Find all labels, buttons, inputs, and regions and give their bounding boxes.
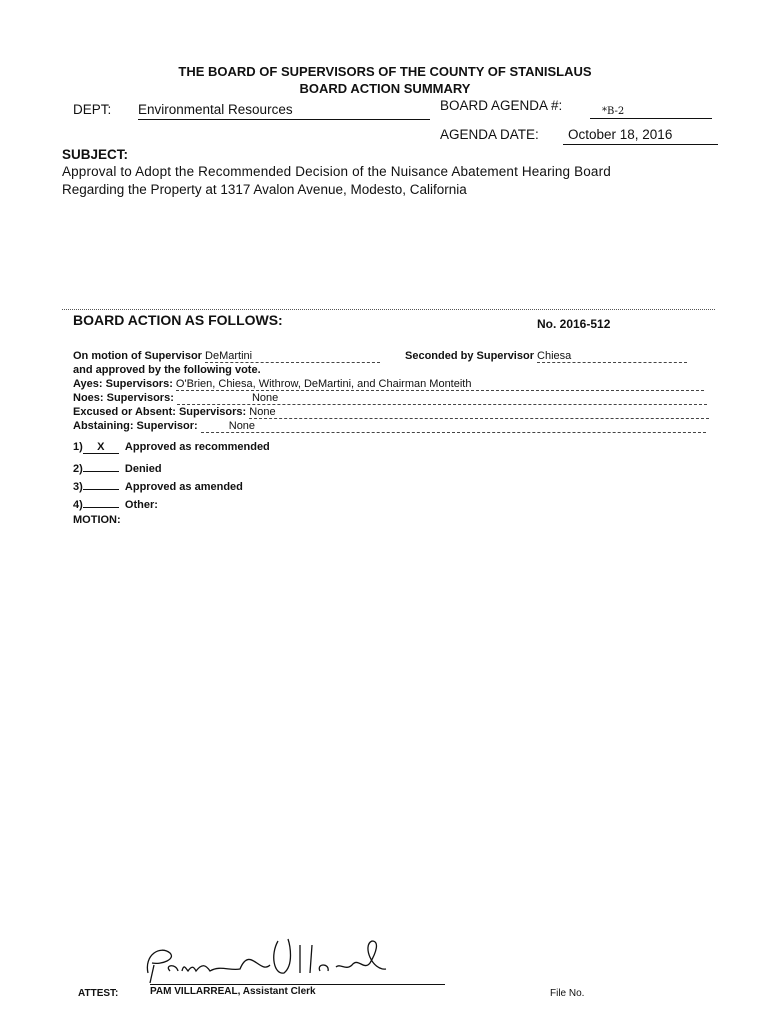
subject-line-1: Approval to Adopt the Recommended Decision of the Nuisance Abatement Hearing Board xyxy=(62,164,611,179)
option-3-mark xyxy=(83,477,119,490)
signature xyxy=(140,935,390,985)
subject-line-2: Regarding the Property at 1317 Avalon Avenue, Modesto, California xyxy=(62,182,467,197)
agenda-date-value: October 18, 2016 xyxy=(563,127,718,145)
dept-label: DEPT: xyxy=(73,102,112,117)
seconded-by: Chiesa xyxy=(537,350,687,363)
seconded-line xyxy=(405,350,687,363)
title-line-1: THE BOARD OF SUPERVISORS OF THE COUNTY OF STANISLAUS xyxy=(178,64,592,79)
agenda-date-label: AGENDA DATE: xyxy=(440,127,539,142)
ayes-value: O'Brien, Chiesa, Withrow, DeMartini, and Chairman Monteith xyxy=(176,378,704,391)
option-2-mark xyxy=(83,459,119,472)
option-4-mark xyxy=(83,495,119,508)
motion-heading: MOTION: xyxy=(73,514,121,526)
abstaining-value: None xyxy=(201,420,706,433)
motion-label: On motion of Supervisor xyxy=(73,350,202,362)
approved-line: and approved by the following vote. xyxy=(73,364,261,376)
motion-by: DeMartini xyxy=(205,350,380,363)
file-number-label: File No. xyxy=(550,988,585,999)
dept-value: Environmental Resources xyxy=(138,102,430,120)
agenda-number-value: *B-2 xyxy=(590,102,712,119)
option-1-mark: X xyxy=(83,441,119,454)
option-2: 2) Denied xyxy=(73,459,162,475)
attest-label: ATTEST: xyxy=(78,988,119,999)
signer-name: PAM VILLARREAL, Assistant Clerk xyxy=(150,986,316,997)
noes-line xyxy=(73,392,707,405)
ayes-line xyxy=(73,378,718,391)
seconded-label: Seconded by Supervisor xyxy=(405,350,534,362)
resolution-number: No. 2016-512 xyxy=(537,317,611,331)
excused-line xyxy=(73,406,709,419)
subject-label: SUBJECT: xyxy=(62,147,129,162)
abstaining-label: Abstaining: Supervisor: xyxy=(73,420,198,432)
motion-line xyxy=(73,350,380,363)
board-action-heading: BOARD ACTION AS FOLLOWS: xyxy=(73,312,283,328)
noes-label: Noes: Supervisors: xyxy=(73,392,174,404)
signature-line xyxy=(150,984,445,985)
abstaining-line xyxy=(73,420,706,433)
ayes-label: Ayes: Supervisors: xyxy=(73,378,173,390)
title-line-2: BOARD ACTION SUMMARY xyxy=(299,81,471,96)
divider xyxy=(62,309,715,310)
noes-value: None xyxy=(177,392,707,405)
agenda-number-label: BOARD AGENDA #: xyxy=(440,98,563,113)
option-1: 1) X Approved as recommended xyxy=(73,441,270,453)
option-3: 3) Approved as amended xyxy=(73,477,243,493)
option-4: 4) Other: xyxy=(73,495,158,511)
excused-label: Excused or Absent: Supervisors: xyxy=(73,406,247,418)
excused-value: None xyxy=(249,406,709,419)
